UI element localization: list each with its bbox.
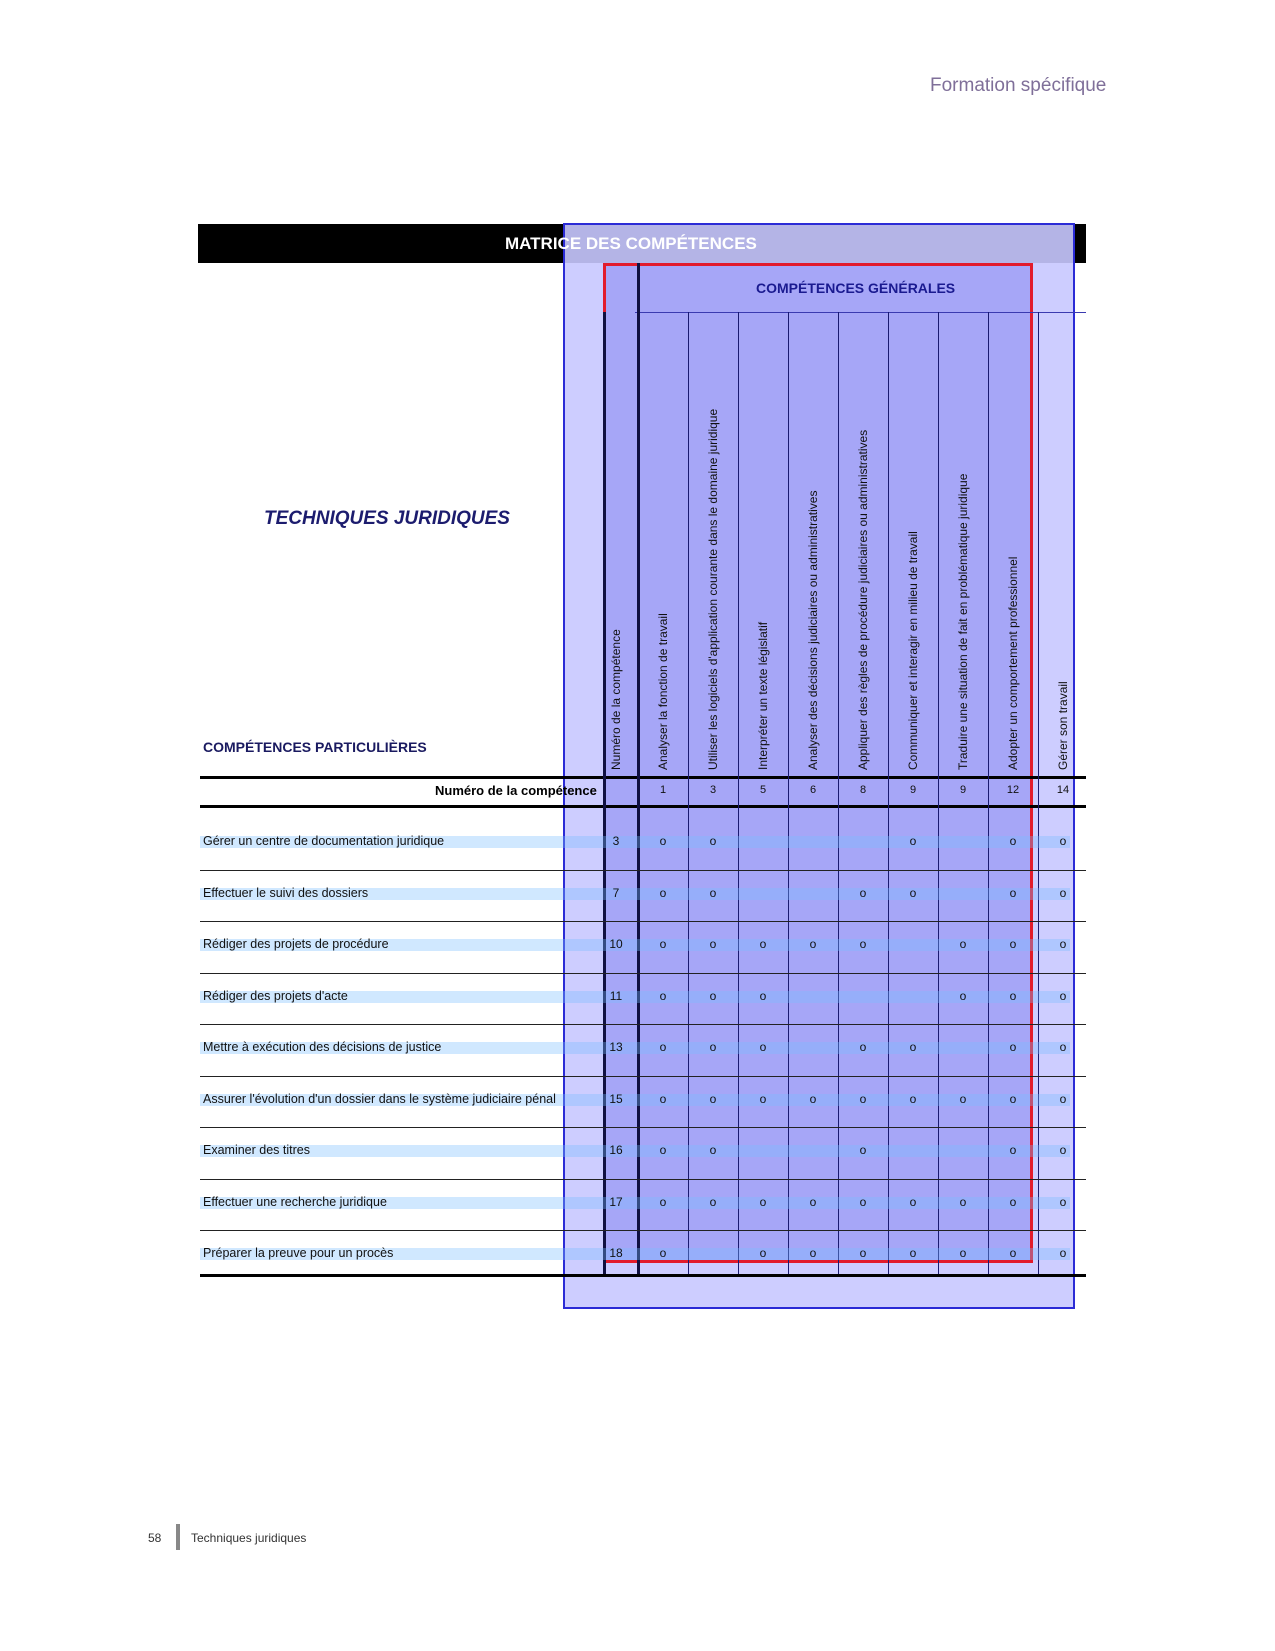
competency-link-mark: o xyxy=(809,937,817,951)
row-divider xyxy=(200,1179,1086,1180)
particular-competency-number: 11 xyxy=(609,988,623,1003)
matrix-title: MATRICE DES COMPÉTENCES xyxy=(505,234,757,253)
competency-link-mark: o xyxy=(859,1091,867,1106)
footer-title: Techniques juridiques xyxy=(191,1531,307,1545)
column-header-label: Appliquer des règles de procédure judiciaires ou administratives xyxy=(856,429,870,770)
competency-link-mark: o xyxy=(859,1143,867,1157)
particular-competency-number: 7 xyxy=(612,885,620,900)
competency-link-mark: o xyxy=(1009,1194,1017,1209)
row-divider xyxy=(200,870,1086,871)
competency-link-mark: o xyxy=(1009,885,1017,900)
competency-link-mark: o xyxy=(1009,937,1017,951)
column-header-competency-number xyxy=(608,310,626,770)
column-divider xyxy=(838,312,839,1274)
column-divider xyxy=(738,312,739,1274)
competency-link-mark: o xyxy=(1059,1040,1067,1054)
column-header-label: Interpréter un texte législatif xyxy=(756,621,770,770)
competency-link-mark: o xyxy=(959,988,967,1003)
row-divider xyxy=(200,973,1086,974)
competency-link-mark: o xyxy=(1009,1143,1017,1157)
column-number: 8 xyxy=(859,784,867,796)
footer-separator xyxy=(176,1524,180,1550)
competency-link-mark: o xyxy=(709,885,717,900)
competency-link-mark: o xyxy=(1009,1040,1017,1054)
particular-competency-number: 18 xyxy=(609,1246,623,1260)
competency-link-mark: o xyxy=(709,988,717,1003)
competency-link-mark: o xyxy=(859,1246,867,1260)
column-number: 1 xyxy=(659,784,667,796)
column-number: 9 xyxy=(959,784,967,796)
competency-link-mark: o xyxy=(909,1246,917,1260)
column-header-general-competency xyxy=(955,310,973,770)
row-divider xyxy=(200,921,1086,922)
particular-competency-label: Assurer l'évolution d'un dossier dans le système judiciaire pénal xyxy=(203,1091,556,1106)
particular-competency-label: Mettre à exécution des décisions de justice xyxy=(203,1040,442,1054)
competency-link-mark: o xyxy=(659,1091,667,1106)
competency-link-mark: o xyxy=(1059,1194,1067,1209)
general-competencies-label: COMPÉTENCES GÉNÉRALES xyxy=(756,280,956,296)
column-divider xyxy=(637,263,640,1274)
particular-competency-number: 15 xyxy=(609,1091,623,1106)
competency-link-mark: o xyxy=(909,1194,917,1209)
competency-link-mark: o xyxy=(959,937,967,951)
column-header-general-competency xyxy=(755,310,773,770)
particular-competency-label: Examiner des titres xyxy=(203,1143,310,1157)
particular-competency-label: Effectuer le suivi des dossiers xyxy=(203,885,369,900)
row-divider xyxy=(200,1230,1086,1231)
competency-link-mark: o xyxy=(759,1040,767,1054)
column-header-general-competency xyxy=(805,310,823,770)
column-header-label: Communiquer et interagir en milieu de travail xyxy=(906,531,920,770)
competency-link-mark: o xyxy=(709,1143,717,1157)
competency-link-mark: o xyxy=(759,1091,767,1106)
number-row-bottom-rule xyxy=(200,805,1086,808)
particular-competency-label: Préparer la preuve pour un procès xyxy=(203,1246,394,1260)
column-header-general-competency xyxy=(905,310,923,770)
column-divider xyxy=(938,312,939,1274)
column-header-label: Analyser des décisions judiciaires ou administratives xyxy=(806,490,820,770)
competency-link-mark: o xyxy=(859,1040,867,1054)
column-divider xyxy=(888,312,889,1274)
column-divider xyxy=(788,312,789,1274)
column-header-general-competency xyxy=(655,310,673,770)
column-header-general-competency xyxy=(705,310,723,770)
competency-link-mark: o xyxy=(1059,1091,1067,1106)
competency-link-mark: o xyxy=(659,988,667,1003)
competency-link-mark: o xyxy=(1009,988,1017,1003)
column-number: 9 xyxy=(909,784,917,796)
particular-competency-number: 3 xyxy=(612,834,620,848)
column-header-general-competency xyxy=(855,310,873,770)
competency-link-mark: o xyxy=(1059,834,1067,848)
number-row-top-rule xyxy=(200,776,1086,779)
competency-link-mark: o xyxy=(1009,834,1017,848)
competency-link-mark: o xyxy=(759,1194,767,1209)
competency-link-mark: o xyxy=(859,885,867,900)
competency-link-mark: o xyxy=(909,1040,917,1054)
column-header-label: Traduire une situation de fait en problématique juridique xyxy=(956,473,970,770)
competency-link-mark: o xyxy=(709,1194,717,1209)
footer-page-number: 58 xyxy=(148,1531,162,1545)
column-header-label: Gérer son travail xyxy=(1056,681,1070,770)
competency-link-mark: o xyxy=(709,1040,717,1054)
competency-link-mark: o xyxy=(659,1194,667,1209)
competency-link-mark: o xyxy=(759,937,767,951)
competency-link-mark: o xyxy=(809,1194,817,1209)
header-section-label: Formation spécifique xyxy=(930,75,1107,96)
particular-competency-number: 13 xyxy=(609,1040,623,1054)
particular-competency-label: Rédiger des projets d'acte xyxy=(203,988,348,1003)
column-header-label: Adopter un comportement professionnel xyxy=(1006,556,1020,770)
competency-link-mark: o xyxy=(909,1091,917,1106)
competency-link-mark: o xyxy=(709,1091,717,1106)
competency-link-mark: o xyxy=(1059,988,1067,1003)
competency-link-mark: o xyxy=(909,834,917,848)
particular-competency-number: 10 xyxy=(609,937,623,951)
column-divider xyxy=(1038,312,1039,1274)
column-number: 3 xyxy=(709,784,717,796)
competency-link-mark: o xyxy=(1009,1091,1017,1106)
competency-link-mark: o xyxy=(909,885,917,900)
competency-link-mark: o xyxy=(1009,1246,1017,1260)
competency-link-mark: o xyxy=(659,1246,667,1260)
competency-link-mark: o xyxy=(1059,1246,1067,1260)
particular-competency-label: Effectuer une recherche juridique xyxy=(203,1194,387,1209)
competency-link-mark: o xyxy=(659,1143,667,1157)
column-divider xyxy=(988,312,989,1274)
competency-link-mark: o xyxy=(959,1194,967,1209)
column-number: 6 xyxy=(809,784,817,796)
competency-link-mark: o xyxy=(659,937,667,951)
competency-link-mark: o xyxy=(659,834,667,848)
particular-competencies-label: COMPÉTENCES PARTICULIÈRES xyxy=(203,739,427,755)
competency-link-mark: o xyxy=(959,1091,967,1106)
column-number: 14 xyxy=(1056,784,1070,796)
particular-competency-label: Rédiger des projets de procédure xyxy=(203,937,389,951)
column-header-label: Numéro de la compétence xyxy=(609,629,623,770)
competency-link-mark: o xyxy=(659,885,667,900)
column-header-general-competency xyxy=(1005,310,1023,770)
competency-link-mark: o xyxy=(809,1091,817,1106)
column-number: 5 xyxy=(759,784,767,796)
table-bottom-rule xyxy=(200,1274,1086,1277)
particular-competency-number: 17 xyxy=(609,1194,623,1209)
column-number: 12 xyxy=(1006,784,1020,796)
column-header-label: Utiliser les logiciels d'application courante dans le domaine juridique xyxy=(706,408,720,770)
row-divider xyxy=(200,1076,1086,1077)
column-divider xyxy=(603,312,606,1274)
competency-link-mark: o xyxy=(809,1246,817,1260)
column-divider xyxy=(688,312,689,1274)
program-title: TECHNIQUES JURIDIQUES xyxy=(264,508,510,529)
competency-link-mark: o xyxy=(659,1040,667,1054)
column-header-general-competency xyxy=(1055,310,1073,770)
column-header-label: Analyser la fonction de travail xyxy=(656,613,670,770)
competency-link-mark: o xyxy=(1059,937,1067,951)
competency-link-mark: o xyxy=(1059,1143,1067,1157)
particular-competency-number: 16 xyxy=(609,1143,623,1157)
competency-link-mark: o xyxy=(759,988,767,1003)
competency-link-mark: o xyxy=(709,937,717,951)
competency-link-mark: o xyxy=(859,937,867,951)
row-divider xyxy=(200,1127,1086,1128)
number-row-label: Numéro de la compétence xyxy=(435,783,597,798)
competency-link-mark: o xyxy=(959,1246,967,1260)
particular-competency-label: Gérer un centre de documentation juridique xyxy=(203,834,445,848)
table-row-highlight xyxy=(200,1145,1070,1157)
competency-link-mark: o xyxy=(1059,885,1067,900)
row-divider xyxy=(200,1024,1086,1025)
competency-link-mark: o xyxy=(859,1194,867,1209)
competency-link-mark: o xyxy=(759,1246,767,1260)
competency-link-mark: o xyxy=(709,834,717,848)
